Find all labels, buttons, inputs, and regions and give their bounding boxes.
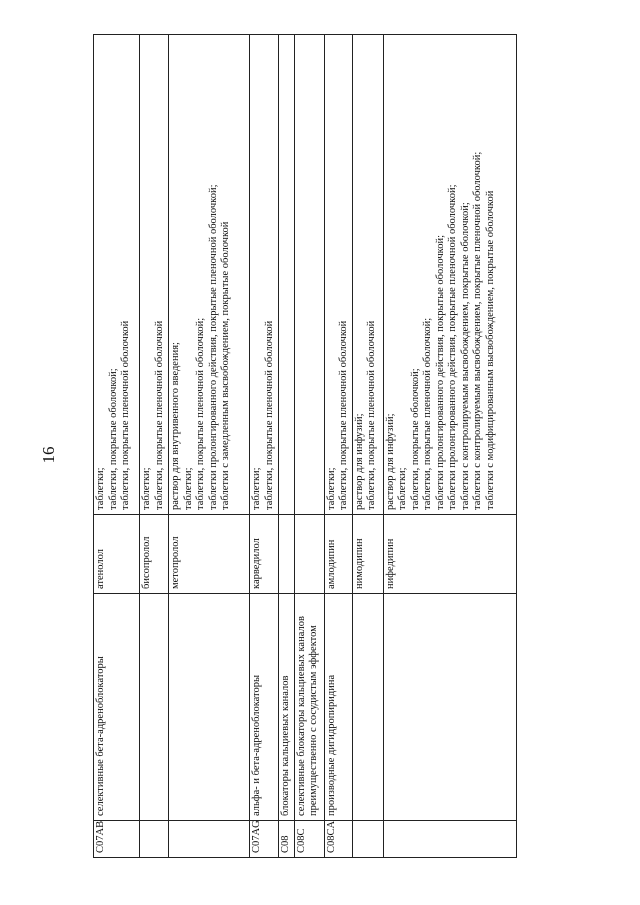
dosage-form-line: таблетки; bbox=[325, 467, 337, 510]
table-row bbox=[352, 35, 383, 858]
dosage-form-line: таблетки, покрытые оболочкой; bbox=[409, 368, 421, 510]
dosage-form-line: таблетки, покрытые пленочной оболочкой; bbox=[195, 317, 206, 510]
drug-name-cell bbox=[294, 515, 324, 594]
dosage-forms-cell bbox=[250, 35, 279, 515]
dosage-form-line: таблетки; bbox=[95, 467, 106, 510]
group-name-cell: селективные блокаторы кальциевых каналов преимущественно с сосудистым эффектом bbox=[294, 594, 324, 821]
page-number: 16 bbox=[39, 446, 58, 464]
dosage-form-line: таблетки; bbox=[251, 467, 262, 510]
dosage-forms-cell bbox=[352, 35, 383, 515]
drug-name-cell: атенолол bbox=[94, 515, 140, 594]
dosage-form-line: таблетки, покрытые пленочной оболочкой bbox=[366, 320, 377, 510]
group-name-cell bbox=[383, 594, 516, 821]
table-body bbox=[94, 35, 517, 858]
drug-name-cell: нифедипин bbox=[383, 515, 516, 594]
table-row bbox=[383, 35, 516, 858]
drug-name-cell: бисопролол bbox=[140, 515, 169, 594]
group-name-cell: альфа- и бета-адреноблокаторы bbox=[250, 594, 279, 821]
dosage-form-line: таблетки пролонгированного действия, покрытые пленочной оболочкой; bbox=[447, 184, 458, 510]
atc-drug-table bbox=[93, 34, 517, 858]
dosage-form-line: таблетки, покрытые пленочной оболочкой bbox=[120, 320, 131, 510]
group-name-cell: блокаторы кальциевых каналов bbox=[279, 594, 295, 821]
table-row bbox=[140, 35, 169, 858]
group-name-cell bbox=[352, 594, 383, 821]
dosage-forms-cell bbox=[169, 35, 250, 515]
group-name-cell bbox=[169, 594, 250, 821]
atc-code-cell: C08CA bbox=[324, 821, 352, 858]
drug-name-cell: амлодипин bbox=[324, 515, 352, 594]
atc-code-cell: C07AB bbox=[94, 821, 140, 858]
atc-code-cell bbox=[383, 821, 516, 858]
dosage-form-line: раствор для инфузий; bbox=[384, 413, 396, 510]
dosage-form-line: таблетки с замедленным высвобождением, покрытые оболочкой bbox=[220, 221, 231, 510]
dosage-forms-cell bbox=[383, 35, 516, 515]
rotated-table-container bbox=[93, 35, 597, 858]
drug-name-cell bbox=[279, 515, 295, 594]
atc-code-cell bbox=[140, 821, 169, 858]
dosage-form-line: таблетки с модифицированным высвобождением, покрытые оболочкой bbox=[484, 190, 496, 510]
drug-name-cell: карведилол bbox=[250, 515, 279, 594]
table-row bbox=[294, 35, 324, 858]
dosage-form-line: таблетки с контролируемым высвобождением, покрытые пленочной оболочкой; bbox=[472, 151, 483, 510]
dosage-form-line: таблетки; bbox=[141, 467, 152, 510]
dosage-forms-cell bbox=[324, 35, 352, 515]
dosage-form-line: таблетки; bbox=[182, 467, 194, 510]
group-name-cell: производные дигидропиридина bbox=[324, 594, 352, 821]
dosage-form-line: таблетки, покрытые оболочкой; bbox=[107, 368, 119, 510]
dosage-forms-cell bbox=[140, 35, 169, 515]
atc-code-cell: C07AG bbox=[250, 821, 279, 858]
dosage-form-line: таблетки, покрытые пленочной оболочкой bbox=[338, 320, 349, 510]
atc-code-cell bbox=[352, 821, 383, 858]
dosage-form-line: таблетки с контролируемым высвобождением, покрытые оболочкой; bbox=[459, 202, 471, 510]
dosage-form-line: раствор для инфузий; bbox=[353, 413, 365, 510]
atc-code-cell: C08C bbox=[294, 821, 324, 858]
drug-name-cell: нимодипин bbox=[352, 515, 383, 594]
atc-code-cell bbox=[169, 821, 250, 858]
dosage-forms-cell bbox=[294, 35, 324, 515]
drug-name-cell: метопролол bbox=[169, 515, 250, 594]
table-row bbox=[169, 35, 250, 858]
table-row bbox=[250, 35, 279, 858]
group-name-cell: селективные бета-адреноблокаторы bbox=[94, 594, 140, 821]
atc-code-cell: C08 bbox=[279, 821, 295, 858]
dosage-form-line: раствор для внутривенного введения; bbox=[170, 342, 181, 510]
dosage-form-line: таблетки; bbox=[397, 467, 408, 510]
dosage-form-line: таблетки, покрытые пленочной оболочкой; bbox=[422, 317, 433, 510]
dosage-forms-cell bbox=[94, 35, 140, 515]
table-row bbox=[324, 35, 352, 858]
dosage-form-line: таблетки, покрытые пленочной оболочкой bbox=[263, 320, 275, 510]
dosage-forms-cell bbox=[279, 35, 295, 515]
table-row bbox=[94, 35, 140, 858]
group-name-cell bbox=[140, 594, 169, 821]
dosage-form-line: таблетки, покрытые пленочной оболочкой bbox=[153, 320, 165, 510]
dosage-form-line: таблетки пролонгированного действия, покрытые оболочкой; bbox=[434, 235, 446, 510]
dosage-form-line: таблетки пролонгированного действия, покрытые пленочной оболочкой; bbox=[207, 184, 219, 510]
table-row bbox=[279, 35, 295, 858]
